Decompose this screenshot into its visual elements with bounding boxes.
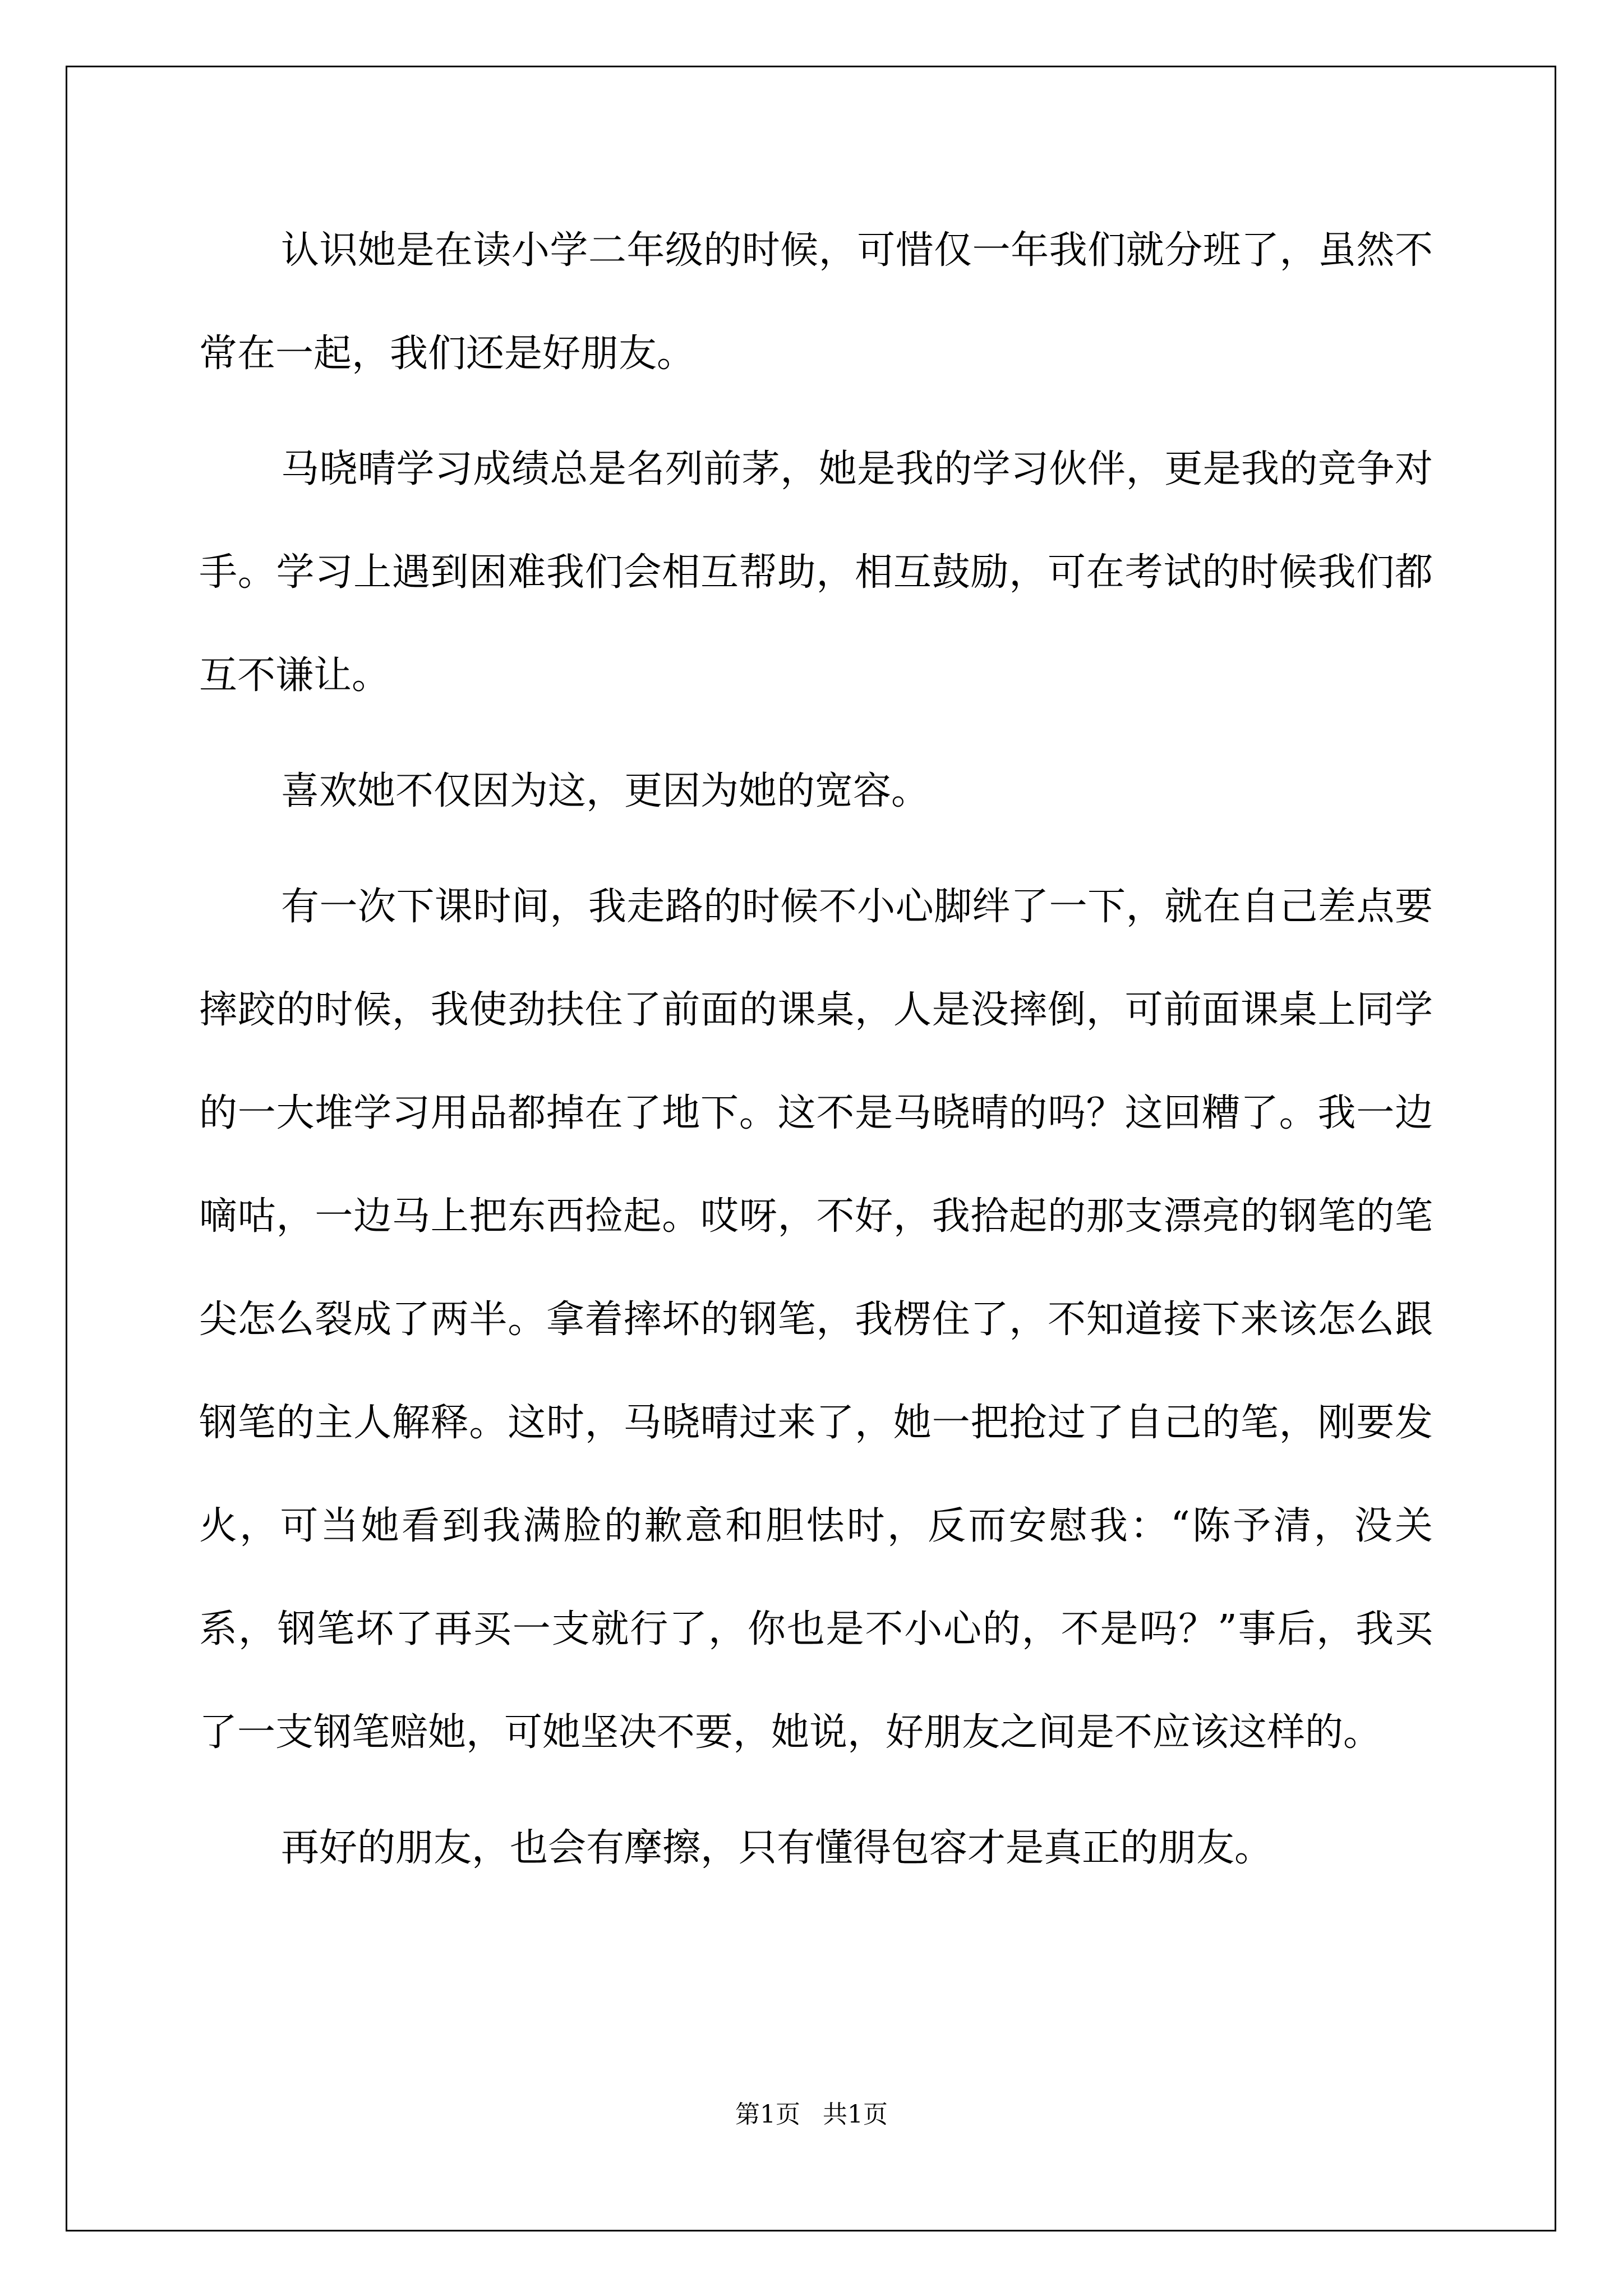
paragraph-1: 认识她是在读小学二年级的时候，可惜仅一年我们就分班了，虽然不常在一起，我们还是好朋友。	[199, 228, 1433, 376]
document-body	[199, 199, 1433, 1900]
page-footer	[0, 2098, 1623, 2132]
page-number: 第1页	[735, 2100, 800, 2129]
paragraph-4: 有一次下课时间，我走路的时候不小心脚绊了一下，就在自己差点要摔跤的时候，我使劲扶住了前面的课桌，人是没摔倒，可前面课桌上同学的一大堆学习用品都掉在了地下。这不是马晓晴的吗？这回糟了。我一边嘀咕，一边马上把东西捡起。哎呀，不好，我拾起的那支漂亮的钢笔的笔尖怎么裂成了两半。拿着摔坏的钢笔，我楞住了，不知道接下来该怎么跟钢笔的主人解释。这时，马晓晴过来了，她一把抢过了自己的笔，刚要发火，可当她看到我满脸的歉意和胆怯时，反而安慰我：“陈予清，没关系，钢笔坏了再买一支就行了，你也是不小心的，不是吗？”事后，我买了一支钢笔赔她，可她坚决不要，她说，好朋友之间是不应该这样的。	[199, 885, 1433, 1755]
total-pages: 共1页	[823, 2100, 888, 2129]
paragraph-3: 喜欢她不仅因为这，更因为她的宽容。	[281, 769, 930, 813]
paragraph-5: 再好的朋友，也会有摩擦，只有懂得包容才是真正的朋友。	[281, 1826, 1273, 1870]
paragraph-2: 马晓晴学习成绩总是名列前茅，她是我的学习伙伴，更是我的竞争对手。学习上遇到困难我们会相互帮助，相互鼓励，可在考试的时候我们都互不谦让。	[199, 447, 1433, 698]
